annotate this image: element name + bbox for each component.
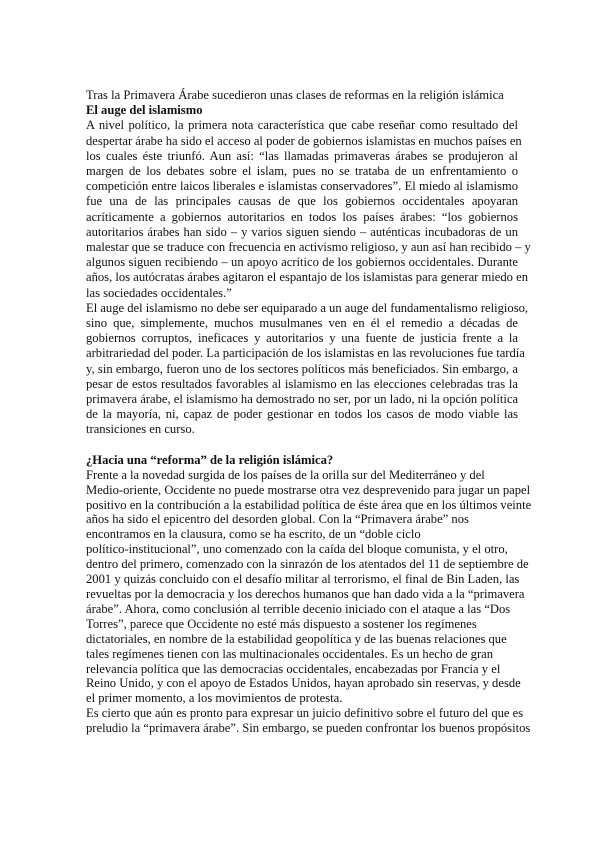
section-body	[86, 467, 532, 736]
text-line: dentro del primero, comenzado con la sinrazón de los atentados del 11 de septiembre de	[86, 557, 529, 572]
text-line: competición entre laicos liberales e islamistas conservadores”. El miedo al islamismo	[86, 179, 518, 194]
text-line: pesar de estos resultados favorables al islamismo en las elecciones celebradas tras la	[86, 376, 518, 391]
text-line: acríticamente a gobiernos autoritarios en todos los países árabes: “los gobiernos	[86, 209, 518, 224]
text-line: margen de los debates sobre el islam, pues no se trataba de un enfrentamiento o	[86, 164, 518, 179]
text-line: transiciones en curso.	[86, 422, 195, 437]
paragraph	[86, 467, 532, 707]
spacer	[86, 438, 518, 453]
document-title: Tras la Primavera Árabe sucedieron unas clases de reformas en la religión islámica	[86, 88, 504, 102]
text-line: dictatoriales, en nombre de la estabilidad geopolítica y de las buenas relaciones que	[86, 631, 507, 646]
text-line: 2001 y quizás concluido con el desafío militar al terrorismo, el final de Bin Laden, las	[86, 572, 520, 587]
text-line: gobiernos corruptos, ineficaces y autoritarios y una fuente de justicia frente a la	[86, 331, 518, 346]
text-line: años, los autócratas árabes agitaron el espantajo de los islamistas para generar miedo en	[86, 270, 529, 285]
text-line: las sociedades occidentales.”	[86, 285, 232, 300]
text-line: el primer momento, a los movimientos de protesta.	[86, 691, 343, 706]
text-line: los cuales éste triunfó. Aun así: “las llamadas primaveras árabes se produjeron al	[86, 148, 518, 163]
section-heading: El auge del islamismo	[86, 103, 203, 118]
text-line: Medio-oriente, Occidente no puede mostrarse otra vez desprevenido para jugar un papel	[86, 482, 531, 497]
section-heading: ¿Hacia una “reforma” de la religión islámica?	[86, 452, 334, 467]
text-line: A nivel político, la primera nota característica que cabe reseñar como resultado del	[86, 118, 518, 133]
text-line: y, sin embargo, fueron uno de los sectores políticos más beneficiados. Sin embargo, a	[86, 361, 518, 376]
text-line: años ha sido el epicentro del desorden global. Con la “Primavera árabe” nos	[86, 512, 469, 527]
text-line: relevancia política que las democracias occidentales, encabezadas por Francia y el	[86, 661, 501, 676]
text-line: malestar que se traduce con frecuencia en activismo religioso, y aun así han recibido – y	[86, 240, 531, 255]
text-line: revueltas por la democracia y los derechos humanos que han dado vida a la “primavera	[86, 587, 525, 602]
paragraph	[86, 300, 529, 438]
text-line: autoritarios árabes han sido – y varios siguen siendo – auténticas incubadoras de un	[86, 224, 518, 239]
text-line: político-institucional”, uno comenzado con la caída del bloque comunista, y el otro,	[86, 542, 508, 557]
text-line: fue una de las principales causas de que los gobiernos occidentales apoyaran	[86, 194, 518, 209]
text-line: sino que, simplemente, muchos musulmanes ven en él el remedio a décadas de	[86, 316, 518, 331]
section-body	[86, 118, 531, 437]
text-line: de la mayoría, ni, capaz de poder gestionar en todos los casos de modo viable las	[86, 407, 518, 422]
text-line: algunos siguen recibiendo – un apoyo acrítico de los gobiernos occidentales. Durante	[86, 255, 518, 270]
section-reforma-religion	[86, 452, 532, 736]
paragraph	[86, 706, 531, 736]
text-line: positivo en la contribución a la estabilidad política de éste área que en los últimos veinte	[86, 497, 532, 512]
text-line: El auge del islamismo no debe ser equiparado a un auge del fundamentalismo religioso,	[86, 300, 529, 315]
section-auge-islamismo	[86, 103, 531, 437]
text-line: encontramos en la clausura, como se ha escrito, de un “doble ciclo	[86, 527, 421, 542]
text-line: Es cierto que aún es pronto para expresar un juicio definitivo sobre el futuro del que es	[86, 706, 524, 721]
text-line: primavera árabe, el islamismo ha demostrado no ser, por un lado, ni la opción política	[86, 392, 519, 407]
text-line: Reino Unido, y con el apoyo de Estados Unidos, hayan aprobado sin reservas, y desde	[86, 676, 521, 691]
text-line: arbitrariedad del poder. La participación de los islamistas en las revoluciones fue tardía	[86, 346, 525, 361]
text-line: despertar árabe ha sido el acceso al poder de gobiernos islamistas en muchos países en	[86, 133, 522, 148]
document-page	[86, 88, 532, 736]
text-line: árabe”. Ahora, como conclusión al terrible decenio iniciado con el ataque a las “Dos	[86, 601, 511, 616]
paragraph	[86, 118, 531, 300]
text-line: preludio la “primavera árabe”. Sin embargo, se pueden confrontar los buenos propósitos	[86, 721, 531, 736]
text-line: Torres”, parece que Occidente no esté más dispuesto a sostener los regímenes	[86, 616, 477, 631]
text-line: Frente a la novedad surgida de los países de la orilla sur del Mediterráneo y del	[86, 467, 485, 482]
text-line: tales regímenes tienen con las multinacionales occidentales. Es un hecho de gran	[86, 646, 494, 661]
